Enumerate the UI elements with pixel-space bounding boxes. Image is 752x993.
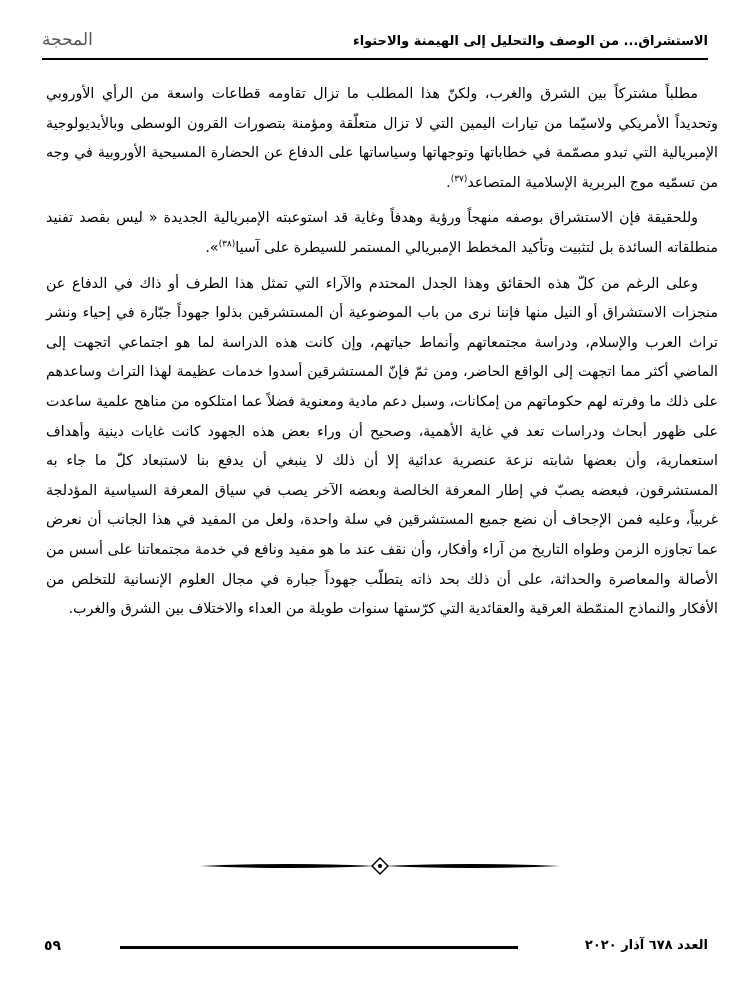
paragraph-end: . xyxy=(446,174,451,191)
paragraph-3 xyxy=(46,270,718,625)
page-number: ٥٩ xyxy=(44,938,62,954)
paragraph-text: وللحقيقة فإن الاستشراق بوصفه منهجاً ورؤية وهدفاً وغاية قد استوعبته الإمبريالية الجديدة « ليس بقصد تفنيد منطلقاته السائدة بل لتثبيت وتأكيد المخطط الإمبريالي المستمر للسيطرة على آسيا xyxy=(46,210,718,256)
page-header xyxy=(42,30,708,60)
paragraph-2 xyxy=(46,204,718,263)
running-title: الاستشراق... من الوصف والتحليل إلى الهيمنة والاحتواء xyxy=(353,34,708,49)
paragraph-text: مطلباً مشتركاً بين الشرق والغرب، ولكنّ هذا المطلب ما تزال تقاومه قطاعات واسعة من الرأي الأوروبي وتحديداً الأمريكي ولاسيّما من تيارات اليمين التي لا تزال متعلّقة ومؤمنة بتصورات القرون الوسطى وبالأيديولوجية الإمبريالية التي تبدو مصمّمة في خطاباتها وتوجهاتها وسياساتها على الدفاع عن الحضارة المسيحية الأوروبية في وجه من تسمّيه موج البربرية الإسلامية المتصاعد xyxy=(46,86,718,191)
paragraph-text: وعلى الرغم من كلّ هذه الحقائق وهذا الجدل المحتدم والآراء التي تمثل هذا الطرف أو ذاك في الدفاع عن منجزات الاستشراق أو النيل منها فإننا نرى من باب الموضوعية أن المستشرقين بذلوا جهوداً جبّارة في إحياء ونشر تراث العرب والإسلام، ودراسة مجتمعاتهم وأنماط حياتهم، وإن كانت هذه الدراسة لما هو اجتماعي اتجهت إلى الماضي أكثر مما اتجهت إلى الواقع الحاضر، ومن ثمّ فإنّ المستشرقين أسدوا خدمات عظيمة لهذا التراث وساعدهم على ذلك ما وفرته لهم حكوماتهم من إمكانات، وسبل دعم مادية ومعنوية فضلاً عما امتلكوه من مناهج علمية ساعدت على ظهور أبحاث ودراسات تعد في غاية الأهمية، وصحيح أن وراء بعض هذه الجهود كانت غايات دينية وأهداف استعمارية، وأن بعضها شابته نزعة عنصرية عدائية إلا أن ذلك لا ينبغي أن يدفع بنا لاستبعاد كلّ ما جاء به المستشرقون، فبعضه يصبّ في إطار المعرفة الخالصة وبعضه الآخر يصب في سياق المعرفة السياسية المؤدلجة غربياً، وعليه فمن الإجحاف أن نضع جميع المستشرقين في سلة واحدة، ولعل من المفيد في هذا الجانب أن نعرض عما تجاوزه الزمن وطواه التاريخ من آراء وأفكار، وأن نقف عند ما هو مفيد ونافع في خدمة مجتمعاتنا على أسس من الأصالة والمعاصرة والحداثة، على أن ذلك بحد ذاته يتطلّب جهوداً جبارة في مجال العلوم الإنسانية للتخلص من الأفكار والنماذج المنمّطة العرقية والعقائدية التي كرّستها سنوات طويلة من العداء والاختلاف بين الشرق والغرب xyxy=(46,275,718,618)
paragraph-1 xyxy=(46,80,718,198)
footnote-ref-37: (٣٧) xyxy=(450,174,468,185)
article-body xyxy=(46,80,718,625)
footer-divider xyxy=(120,946,518,949)
magazine-logo: المحجة xyxy=(42,30,93,50)
paragraph-end: ». xyxy=(205,239,219,256)
footnote-ref-38: (٣٨) xyxy=(218,239,236,250)
section-ornament xyxy=(196,854,564,878)
paragraph-end: . xyxy=(68,601,74,618)
issue-info: العدد ٦٧٨ آذار ٢٠٢٠ xyxy=(584,938,708,953)
header-divider xyxy=(42,58,708,60)
